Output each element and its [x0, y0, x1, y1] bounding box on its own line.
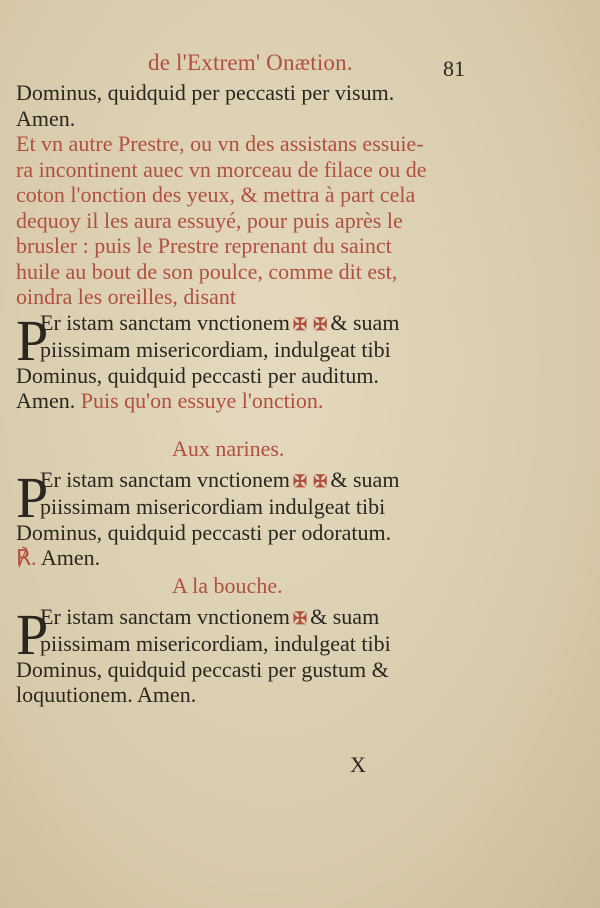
- cross-icon: ✠: [292, 608, 308, 628]
- rubric-line: oindra les oreilles, disant: [16, 284, 236, 309]
- page-header: [140, 50, 470, 82]
- rubric-instruction: [16, 131, 466, 310]
- section-heading: A la bouche.: [172, 572, 283, 598]
- rubric-line: brusler : puis le Prestre reprenant du sainct: [16, 233, 392, 258]
- text-line: Er istam sanctam vnctionem: [40, 309, 290, 335]
- text-line: Dominus, quidquid peccasti per gustum &: [16, 656, 389, 682]
- rubric-line: coton l'onction des yeux, & mettra à part cela: [16, 182, 416, 207]
- cross-icon: ✠: [313, 314, 328, 334]
- rubric-line: dequoy il les aura essuyé, pour puis après le: [16, 207, 403, 233]
- section-heading: Aux narines.: [172, 435, 285, 461]
- response-mark: ℟.: [16, 545, 37, 570]
- text-line: & suam: [330, 309, 400, 335]
- text-line: piissimam misericordiam indulgeat tibi: [40, 494, 386, 519]
- text-line: Dominus, quidquid per peccasti per visum.: [16, 80, 395, 105]
- text-line: Dominus, quidquid peccasti per auditum.: [16, 362, 379, 388]
- text-line: loquutionem. Amen.: [16, 682, 197, 707]
- page-number: 81: [443, 56, 465, 81]
- text-line: & suam: [310, 603, 380, 629]
- text-line: Amen.: [40, 545, 101, 570]
- rubric-line: Puis qu'on essuye l'onction.: [80, 388, 324, 413]
- running-title: de l'Extrem' Onætion.: [148, 50, 353, 75]
- drop-cap: P: [16, 601, 49, 667]
- rubric-line: Et vn autre Prestre, ou vn des assistans essuie-: [16, 131, 424, 156]
- prayer-mouth: [16, 601, 466, 708]
- page-body: [16, 80, 466, 708]
- text-line: Er istam sanctam vnctionem: [40, 603, 290, 629]
- cross-icon: ✠: [292, 314, 308, 334]
- text-line: Amen.: [16, 105, 76, 131]
- text-line: & suam: [330, 466, 400, 492]
- drop-cap: P: [16, 307, 49, 373]
- rubric-line: huile au bout de son poulce, comme dit est,: [16, 258, 398, 284]
- text-line: piissimam misericordiam, indulgeat tibi: [40, 631, 391, 656]
- text-line: piissimam misericordiam, indulgeat tibi: [40, 337, 391, 362]
- cross-icon: ✠: [292, 471, 308, 491]
- text-line: Amen.: [16, 388, 76, 413]
- text-line: Dominus, quidquid peccasti per odoratum.: [16, 519, 392, 545]
- rubric-line: ra incontinent auec vn morceau de filace ou de: [16, 156, 427, 182]
- drop-cap: P: [16, 464, 49, 530]
- prayer-ears: [16, 307, 466, 414]
- text-line: Er istam sanctam vnctionem: [40, 466, 290, 492]
- signature-mark: X: [350, 752, 366, 777]
- cross-icon: ✠: [313, 471, 328, 491]
- prayer-nose: [16, 464, 466, 571]
